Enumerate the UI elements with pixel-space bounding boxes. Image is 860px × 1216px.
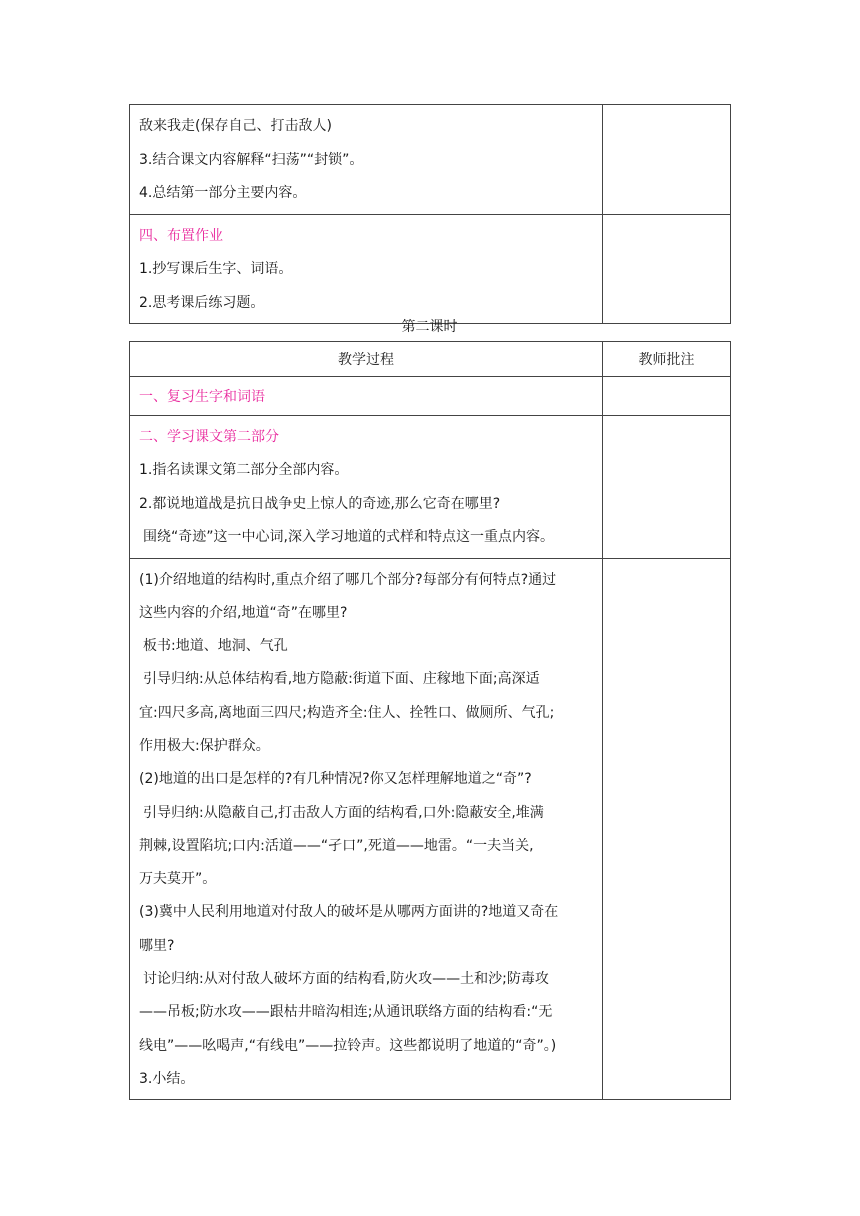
text-line: (3)冀中人民利用地道对付敌人的破坏是从哪两方面讲的?地道又奇在 bbox=[139, 904, 559, 921]
lesson-caption: 第二课时 bbox=[401, 319, 458, 335]
text-line: 敌来我走(保存自己、打击敌人) bbox=[139, 118, 332, 134]
text-line: 2.都说地道战是抗日战争史上惊人的奇迹,那么它奇在哪里? bbox=[139, 495, 501, 512]
section-heading: 一、复习生字和词语 bbox=[139, 389, 265, 405]
text-line: 讨论归纳:从对付敌人破坏方面的结构看,防火攻——土和沙;防毒攻 bbox=[143, 971, 549, 988]
table-row bbox=[130, 415, 731, 558]
table-row bbox=[130, 214, 731, 324]
text-line: 作用极大:保护群众。 bbox=[139, 737, 270, 754]
text-line: (2)地道的出口是怎样的?有几种情况?你又怎样理解地道之“奇”? bbox=[139, 771, 532, 788]
process-cell bbox=[130, 214, 603, 324]
text-line: 3.小结。 bbox=[139, 1070, 195, 1087]
text-line: ——吊板;防水攻——跟枯井暗沟相连;从通讯联络方面的结构看:“无 bbox=[139, 1004, 553, 1021]
lesson-table-part1 bbox=[129, 104, 731, 324]
text-line: 这些内容的介绍,地道“奇”在哪里? bbox=[139, 604, 348, 621]
lesson-table-part2 bbox=[129, 341, 731, 1100]
text-line: 板书:地道、地洞、气孔 bbox=[143, 638, 288, 655]
text-line: 宜:四尺多高,离地面三四尺;构造齐全:住人、拴牲口、做厕所、气孔; bbox=[139, 704, 555, 721]
process-cell bbox=[130, 377, 603, 416]
text-line: (1)介绍地道的结构时,重点介绍了哪几个部分?每部分有何特点?通过 bbox=[139, 571, 557, 588]
text-line: 3.结合课文内容解释“扫荡”“封锁”。 bbox=[139, 151, 364, 168]
process-cell bbox=[130, 415, 603, 558]
header-process: 教学过程 bbox=[130, 342, 603, 377]
text-line: 1.抄写课后生字、词语。 bbox=[139, 261, 293, 277]
process-cell bbox=[130, 558, 603, 1100]
text-line: 荆棘,设置陷坑;口内:活道——“孑口”,死道——地雷。“一夫当关, bbox=[139, 837, 534, 854]
section-heading: 二、学习课文第二部分 bbox=[139, 428, 279, 445]
text-line: 围绕“奇迹”这一中心词,深入学习地道的式样和特点这一重点内容。 bbox=[143, 529, 554, 545]
table-row bbox=[130, 377, 731, 416]
text-line: 万夫莫开”。 bbox=[139, 871, 217, 888]
table-header-row bbox=[130, 342, 731, 377]
text-line: 2.思考课后练习题。 bbox=[139, 294, 265, 311]
table-row bbox=[130, 105, 731, 215]
notes-cell bbox=[603, 214, 731, 324]
text-line: 1.指名读课文第二部分全部内容。 bbox=[139, 462, 349, 478]
text-line: 线电”——吆喝声,“有线电”——拉铃声。这些都说明了地道的“奇”。) bbox=[139, 1037, 557, 1054]
section-heading: 四、布置作业 bbox=[139, 227, 223, 244]
notes-cell bbox=[603, 558, 731, 1100]
notes-cell bbox=[603, 105, 731, 215]
text-line: 4.总结第一部分主要内容。 bbox=[139, 185, 307, 201]
text-line: 引导归纳:从隐蔽自己,打击敌人方面的结构看,口外:隐蔽安全,堆满 bbox=[143, 804, 544, 821]
table-row bbox=[130, 558, 731, 1100]
text-line: 哪里? bbox=[139, 937, 175, 954]
notes-cell bbox=[603, 377, 731, 416]
header-notes: 教师批注 bbox=[603, 342, 731, 377]
text-line: 引导归纳:从总体结构看,地方隐蔽:街道下面、庄稼地下面;高深适 bbox=[143, 671, 540, 688]
notes-cell bbox=[603, 415, 731, 558]
process-cell bbox=[130, 105, 603, 215]
